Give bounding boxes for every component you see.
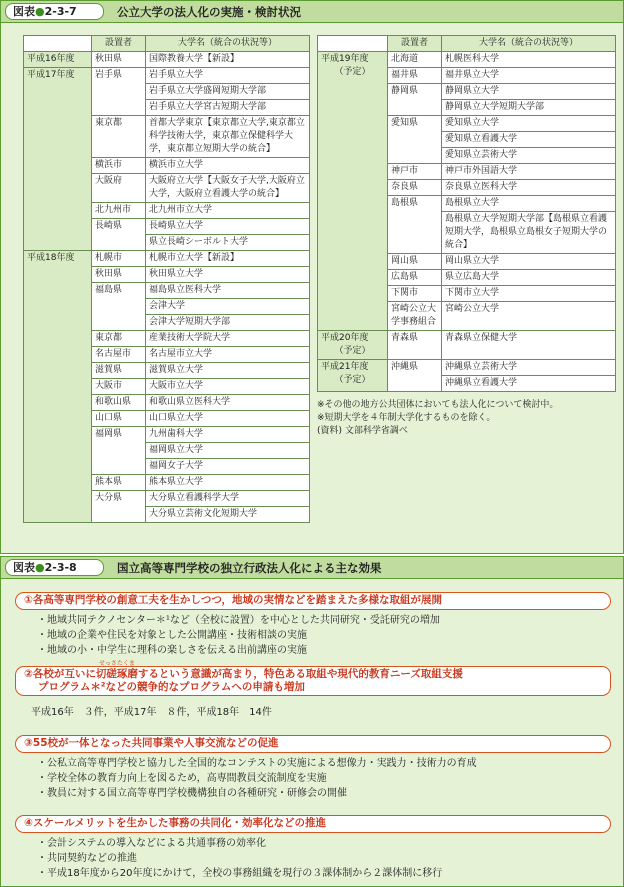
left-table	[23, 35, 310, 523]
note-1: ※その他の地方公共団体においても法人化について検討中。	[317, 400, 559, 410]
section-1-bullets	[37, 613, 440, 658]
period-cell: 平成17年度	[24, 68, 92, 251]
founder-cell: 大阪市	[92, 379, 146, 395]
period-cell: 平成19年度 （予定）	[318, 52, 388, 331]
section-3-title: ③55校が一体となった共同事業や人事交流などの促進	[15, 735, 611, 753]
university-cell: 長崎県立大学	[146, 219, 310, 235]
university-cell: 九州歯科大学	[146, 427, 310, 443]
university-cell: 福井県立大学	[442, 68, 616, 84]
list-item: ・ 教員に対する国立高等専門学校機構独自の各種研究・研修会の開催	[37, 786, 477, 801]
university-cell: 沖縄県立看護大学	[442, 376, 616, 392]
university-cell: 北九州市立大学	[146, 203, 310, 219]
university-cell: 青森県立保健大学	[442, 331, 616, 360]
founder-cell: 沖縄県	[388, 360, 442, 392]
founder-cell: 滋賀県	[92, 363, 146, 379]
university-cell: 国際教養大学【新設】	[146, 52, 310, 68]
table-row	[318, 52, 616, 68]
founder-cell: 秋田県	[92, 52, 146, 68]
university-cell: 島根県立大学短期大学部【島根県立看護短期大学，島根県立島根女子短期大学の統合】	[442, 212, 616, 254]
period-cell: 平成20年度 （予定）	[318, 331, 388, 360]
university-cell: 神戸市外国語大学	[442, 164, 616, 180]
university-cell: 産業技術大学院大学	[146, 331, 310, 347]
table-row	[24, 251, 310, 267]
university-cell: 県立広島大学	[442, 270, 616, 286]
right-table	[317, 35, 616, 392]
founder-cell: 広島県	[388, 270, 442, 286]
table-row	[24, 52, 310, 68]
university-cell: 島根県立大学	[442, 196, 616, 212]
university-cell: 福岡女子大学	[146, 459, 310, 475]
founder-cell: 福井県	[388, 68, 442, 84]
university-cell: 熊本県立大学	[146, 475, 310, 491]
university-cell: 静岡県立大学	[442, 84, 616, 100]
section-2-title: ②各校が互いに せっさたくま 切磋琢磨するという意識が高まり，特色ある取組や現代的教育ニーズ取組支援 プログラム＊²などの競争的なプログラムへの申請も増加	[15, 666, 611, 696]
founder-cell: 岡山県	[388, 254, 442, 270]
period-cell: 平成21年度 （予定）	[318, 360, 388, 392]
university-cell: 札幌市立大学【新設】	[146, 251, 310, 267]
founder-cell: 青森県	[388, 331, 442, 360]
university-cell: 岩手県立大学盛岡短期大学部	[146, 84, 310, 100]
list-item: ・ 共同契約などの推進	[37, 851, 442, 866]
university-cell: 福岡県立大学	[146, 443, 310, 459]
notes	[317, 399, 617, 438]
header-period	[24, 36, 92, 52]
founder-cell: 神戸市	[388, 164, 442, 180]
university-cell: 奈良県立医科大学	[442, 180, 616, 196]
period-cell: 平成16年度	[24, 52, 92, 68]
university-cell: 大阪府立大学【大阪女子大学,大阪府立大学，大阪府立看護大学の統合】	[146, 174, 310, 203]
university-cell: 沖縄県立芸術大学	[442, 360, 616, 376]
founder-cell: 北九州市	[92, 203, 146, 219]
table-row	[318, 360, 616, 376]
university-cell: 名古屋市立大学	[146, 347, 310, 363]
table-row	[318, 331, 616, 360]
founder-cell: 島根県	[388, 196, 442, 254]
university-cell: 下関市立大学	[442, 286, 616, 302]
university-cell: 愛知県立芸術大学	[442, 148, 616, 164]
university-cell: 和歌山県立医科大学	[146, 395, 310, 411]
section-4-bullets	[37, 836, 442, 881]
university-cell: 山口県立大学	[146, 411, 310, 427]
founder-cell: 山口県	[92, 411, 146, 427]
university-cell: 滋賀県立大学	[146, 363, 310, 379]
founder-cell: 奈良県	[388, 180, 442, 196]
list-item: ・ 学校全体の教育力向上を図るため，高専間教員交流制度を実施	[37, 771, 477, 786]
university-cell: 会津大学短期大学部	[146, 315, 310, 331]
period-cell: 平成18年度	[24, 251, 92, 523]
section-1-title: ①各高等専門学校の創意工夫を生かしつつ，地域の実情などを踏まえた多様な取組が展開	[15, 592, 611, 610]
note-source: (資料) 文部科学省調べ	[317, 426, 408, 436]
university-cell: 岩手県立大学	[146, 68, 310, 84]
university-cell: 横浜市立大学	[146, 158, 310, 174]
header-period	[318, 36, 388, 52]
section-4-title: ④スケールメリットを生かした事務の共同化・効率化などの推進	[15, 815, 611, 833]
university-cell: 愛知県立大学	[442, 116, 616, 132]
founder-cell: 岩手県	[92, 68, 146, 116]
founder-cell: 名古屋市	[92, 347, 146, 363]
founder-cell: 福島県	[92, 283, 146, 331]
section-2-counts: 平成16年 ３件，平成17年 ８件，平成18年 14件	[31, 707, 272, 718]
figure-label: 図表●2-3-8	[5, 559, 104, 576]
founder-cell: 熊本県	[92, 475, 146, 491]
list-item: ・ 会計システムの導入などによる共通事務の効率化	[37, 836, 442, 851]
header-founder: 設置者	[92, 36, 146, 52]
university-cell: 大分県立芸術文化短期大学	[146, 507, 310, 523]
figure-header	[1, 557, 623, 579]
list-item: ・ 地域共同テクノセンター＊¹など（全校に設置）を中心とした共同研究・受託研究の増加	[37, 613, 440, 628]
university-cell: 岡山県立大学	[442, 254, 616, 270]
university-cell: 岩手県立大学宮古短期大学部	[146, 100, 310, 116]
section-3-bullets	[37, 756, 477, 801]
founder-cell: 下関市	[388, 286, 442, 302]
university-cell: 福島県立医科大学	[146, 283, 310, 299]
list-item: ・ 地域の企業や住民を対象とした公開講座・技術相談の実施	[37, 628, 440, 643]
founder-cell: 愛知県	[388, 116, 442, 164]
university-cell: 首都大学東京【東京都立大学,東京都立科学技術大学，東京都立保健科学大学，東京都立短期大学の統合】	[146, 116, 310, 158]
figure-header	[1, 1, 623, 23]
ruby: せっさたくま 切磋琢磨	[95, 660, 138, 680]
founder-cell: 東京都	[92, 331, 146, 347]
founder-cell: 宮崎公立大学事務組合	[388, 302, 442, 331]
founder-cell: 長崎県	[92, 219, 146, 251]
figure-label: 図表●2-3-7	[5, 3, 104, 20]
list-item: ・ 公私立高等専門学校と協力した全国的なコンテストの実施による想像力・実践力・技術力の育成	[37, 756, 477, 771]
list-item: ・ 平成18年度から20年度にかけて，全校の事務組織を現行の３課体制から２課体制に移行	[37, 866, 442, 881]
founder-cell: 静岡県	[388, 84, 442, 116]
university-cell: 秋田県立大学	[146, 267, 310, 283]
founder-cell: 東京都	[92, 116, 146, 158]
figure-title: 公立大学の法人化の実施・検討状況	[117, 5, 301, 19]
university-cell: 大阪市立大学	[146, 379, 310, 395]
founder-cell: 札幌市	[92, 251, 146, 267]
figure-2-3-8	[0, 556, 624, 887]
header-univ: 大学名（統合の状況等）	[146, 36, 310, 52]
founder-cell: 福岡県	[92, 427, 146, 475]
list-item: ・ 地域の小・中学生に理科の楽しさを伝える出前講座の実施	[37, 643, 440, 658]
university-cell: 大分県立看護科学大学	[146, 491, 310, 507]
founder-cell: 和歌山県	[92, 395, 146, 411]
founder-cell: 秋田県	[92, 267, 146, 283]
university-cell: 県立長崎シーボルト大学	[146, 235, 310, 251]
founder-cell: 横浜市	[92, 158, 146, 174]
header-univ: 大学名（統合の状況等）	[442, 36, 616, 52]
founder-cell: 大阪府	[92, 174, 146, 203]
header-founder: 設置者	[388, 36, 442, 52]
university-cell: 会津大学	[146, 299, 310, 315]
table-row	[24, 68, 310, 84]
university-cell: 愛知県立看護大学	[442, 132, 616, 148]
founder-cell: 北海道	[388, 52, 442, 68]
figure-title: 国立高等専門学校の独立行政法人化による主な効果	[117, 561, 382, 575]
university-cell: 静岡県立大学短期大学部	[442, 100, 616, 116]
university-cell: 札幌医科大学	[442, 52, 616, 68]
founder-cell: 大分県	[92, 491, 146, 523]
university-cell: 宮崎公立大学	[442, 302, 616, 331]
note-2: ※短期大学を４年制大学化するものを除く。	[317, 413, 496, 423]
